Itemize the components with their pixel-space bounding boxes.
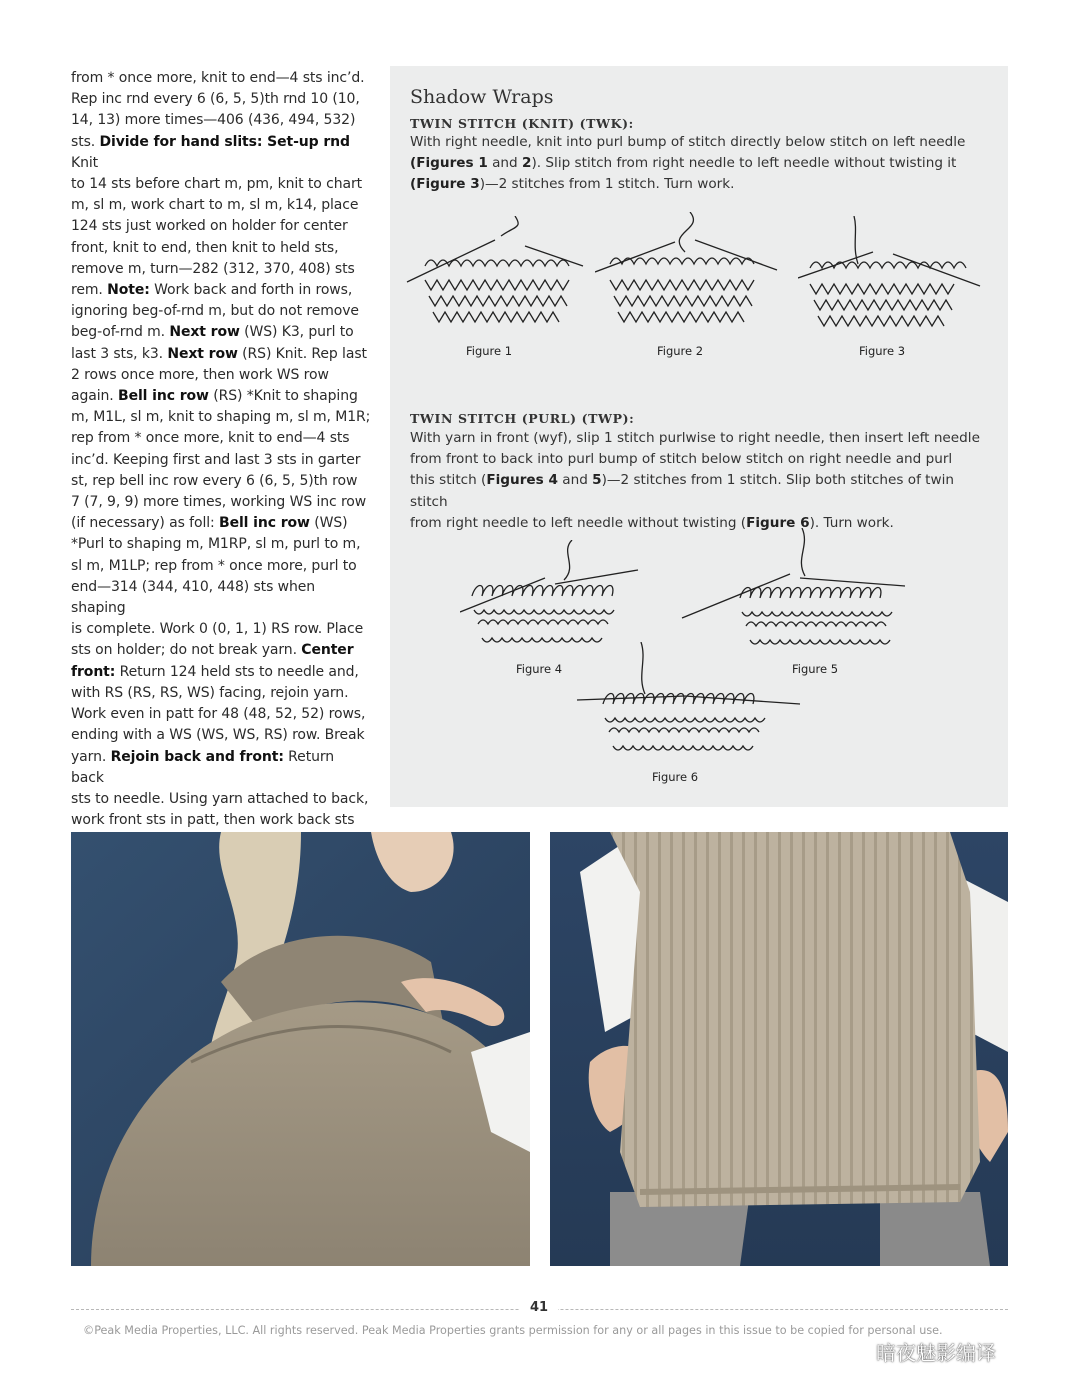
twp-line: from right needle to left needle without twisting (Figure 6). Turn work. [410,514,894,531]
figure-4-illustration [460,540,640,655]
page-number: 41 [520,1300,558,1315]
instruction-line: Work even in patt for 48 (48, 52, 52) rows, [71,706,366,723]
instruction-line: beg-of-rnd m. Next row (WS) K3, purl to [71,324,354,341]
instruction-line: (if necessary) as foll: Bell inc row (WS) [71,515,348,532]
instruction-line: 2 rows once more, then work WS row [71,366,329,383]
shadow-wraps-sidebar [390,66,1008,807]
twp-heading: TWIN STITCH (PURL) (TWP): [410,411,635,426]
instruction-line: 124 sts just worked on holder for center [71,218,348,235]
twk-line: With right needle, knit into purl bump of stitch directly below stitch on left needle [410,134,966,150]
instruction-line: ignoring beg-of-rnd m, but do not remove [71,303,359,320]
pattern-instructions [71,68,371,874]
twk-line: (Figure 3)—2 stitches from 1 stitch. Turn work. [410,176,735,193]
photo-poncho-front [550,832,1008,1266]
instruction-line: sts. Divide for hand slits: Set-up rnd Knit [71,133,350,171]
watermark [840,1336,996,1366]
figure-1-illustration [405,216,585,331]
photo-shoulder-yoke [71,832,530,1266]
watermark-text: 暗夜魅影编译 [876,1340,996,1365]
instruction-line: sts to needle. Using yarn attached to back, [71,790,369,807]
figure-2-caption: Figure 2 [657,344,704,358]
instruction-line: remove m, turn—282 (312, 370, 408) sts [71,260,355,277]
instruction-line: sts on holder; do not break yarn. Center [71,642,354,659]
instruction-line: to 14 sts before chart m, pm, knit to chart [71,176,363,193]
instruction-line: Rep inc rnd every 6 (6, 5, 5)th rnd 10 (10, [71,91,360,108]
figure-2-illustration [595,212,780,332]
copyright-notice: ©Peak Media Properties, LLC. All rights reserved. Peak Media Properties grants permission for any or all pages in this issue to be copied for personal use. [83,1324,943,1337]
instruction-line: 14, 13) more times—406 (436, 494, 532) [71,112,356,129]
instruction-line: m, sl m, work chart to m, sl m, k14, place [71,197,359,214]
figure-5-caption: Figure 5 [792,662,839,676]
figure-6-illustration [575,642,805,757]
figure-1-caption: Figure 1 [466,344,513,358]
instruction-line: m, M1L, sl m, knit to shaping m, sl m, M1R; [71,409,371,426]
twk-heading: TWIN STITCH (KNIT) (TWK): [410,116,634,131]
twp-line: from front to back into purl bump of stitch below stitch on right needle and purl [410,451,953,468]
instruction-line: st, rep bell inc row every 6 (6, 5, 5)th row [71,472,358,489]
instruction-line: inc’d. Keeping first and last 3 sts in garter [71,451,361,468]
instruction-line: yarn. Rejoin back and front: Return back [71,748,335,786]
twk-line: (Figures 1 and 2). Slip stitch from right needle to left needle without twisting it [410,155,957,172]
twk-instructions [410,132,995,196]
instruction-line: with RS (RS, RS, WS) facing, rejoin yarn. [71,684,349,701]
instruction-line: *Purl to shaping m, M1RP, sl m, purl to m, [71,536,361,553]
instruction-line: from * once more, knit to end—4 sts inc’d. [71,70,365,86]
sidebar-title: Shadow Wraps [410,86,554,108]
instruction-line: again. Bell inc row (RS) *Knit to shaping [71,388,358,405]
figure-4-caption: Figure 4 [516,662,563,676]
instruction-line: front, knit to end, then knit to held sts, [71,239,339,256]
wechat-icon [840,1339,870,1363]
figure-3-caption: Figure 3 [859,344,906,358]
figure-6-caption: Figure 6 [652,770,699,784]
twp-line: this stitch (Figures 4 and 5)—2 stitches from 1 stitch. Slip both stitches of twin stitch [410,472,955,510]
figure-5-illustration [680,528,910,648]
instruction-line: sl m, M1LP; rep from * once more, purl to [71,557,357,574]
twp-instructions [410,428,995,534]
instruction-line: is complete. Work 0 (0, 1, 1) RS row. Place [71,621,364,638]
instruction-line: last 3 sts, k3. Next row (RS) Knit. Rep last [71,345,367,362]
instruction-line: rem. Note: Work back and forth in rows, [71,282,353,299]
instruction-line: rep from * once more, knit to end—4 sts [71,430,350,447]
figure-3-illustration [798,216,983,331]
instruction-line: 7 (7, 9, 9) more times, working WS inc row [71,494,367,511]
instruction-line: front: Return 124 held sts to needle and, [71,663,359,680]
instruction-line: ending with a WS (WS, WS, RS) row. Break [71,727,365,744]
twp-line: With yarn in front (wyf), slip 1 stitch purlwise to right needle, then insert left needle [410,430,980,446]
instruction-line: end—314 (344, 410, 448) sts when shaping [71,578,316,617]
instruction-line: work front sts in patt, then work back sts [71,812,355,829]
